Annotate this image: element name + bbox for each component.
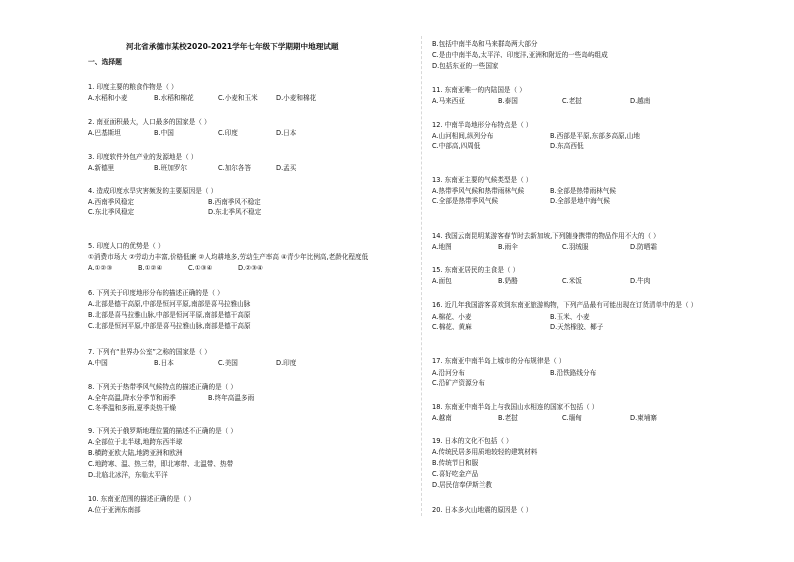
option-b[interactable]: B.西部是平原,东部多高原,山地 [550,132,640,140]
option-a[interactable]: A.北部是德干高原,中部是恒河平原,南部是喜马拉雅山脉 [88,300,251,308]
option-d[interactable]: D.印度 [276,359,297,367]
option-a[interactable]: A.新德里 [88,164,115,172]
option-c[interactable]: C.冬季温和多雨,夏季炎热干燥 [88,404,176,412]
option-a[interactable]: A.全部位于北半球,地跨东西半球 [88,438,183,446]
option-c[interactable]: C.羽绒服 [562,243,589,251]
question-14-stem: 14. 我国云南昆明某游客春节时去新加坡,下列随身携带的物品作用不大的（ ） [432,232,660,240]
option-d[interactable]: D.②③④ [238,264,263,272]
option-c[interactable]: C.老挝 [562,97,582,105]
option-a[interactable]: A.面包 [432,277,452,285]
option-d[interactable]: D.北临北冰洋，东临太平洋 [88,471,168,479]
option-b[interactable]: B.玉米、小麦 [550,313,590,321]
question-13-stem: 13. 东南亚主要的气候类型是（ ） [432,176,533,184]
option-b[interactable]: B.老挝 [498,414,518,422]
question-16-stem: 16. 近几年我国游客喜欢到东南亚旅游购物，下列产品最有可能出现在订货清单中的是（ ） [432,301,698,309]
option-c[interactable]: C.印度 [218,129,238,137]
question-7-stem: 7. 下列有“世界办公室”之称的国家是（ ） [88,348,211,356]
option-a[interactable]: A.地图 [432,243,452,251]
question-11-stem: 11. 东南亚唯一的内陆国是（ ） [432,86,526,94]
option-a[interactable]: A.全年高温,降水分季节和雨季 [88,394,176,402]
question-20-stem: 20. 日本多火山地震的原因是（ ） [432,506,533,514]
option-c[interactable]: C.缅甸 [562,414,582,422]
option-a[interactable]: A.沿河分布 [432,369,465,377]
option-a[interactable]: A.中国 [88,359,108,367]
option-b[interactable]: B.终年高温多雨 [208,394,255,402]
section-heading: 一、选择题 [88,58,122,66]
option-a[interactable]: A.西南季风稳定 [88,198,135,206]
option-d[interactable]: D.日本 [276,129,297,137]
option-d[interactable]: D.小麦和棉花 [276,94,317,102]
option-d[interactable]: D.东高西低 [550,142,584,150]
option-c[interactable]: C.喜好吃金产品 [432,470,479,478]
option-c[interactable]: C.北部是恒河平原,中部是喜马拉雅山脉,南部是德干高原 [88,322,251,330]
question-19-stem: 19. 日本的文化不包括（ ） [432,437,513,445]
option-b[interactable]: B.日本 [154,359,174,367]
option-d[interactable]: D.全部是地中海气候 [550,197,610,205]
option-a[interactable]: A.越南 [432,414,452,422]
option-b[interactable]: B.全部是热带雨林气候 [550,187,616,195]
option-b[interactable]: B.传统节日和服 [432,459,479,467]
question-6-stem: 6. 下列关于印度地形分布的描述正确的是（ ） [88,289,224,297]
question-1-stem: 1. 印度主要的粮食作物是（ ） [88,83,178,91]
option-a[interactable]: A.位于亚洲东南部 [88,506,141,514]
option-d[interactable]: D.孟买 [276,164,297,172]
option-b[interactable]: B.西南季风不稳定 [208,198,261,206]
option-c[interactable]: C.棉花、黄麻 [432,323,472,331]
option-a[interactable]: A.热带季风气候和热带雨林气候 [432,187,525,195]
option-c[interactable]: C.沿矿产资源分布 [432,379,485,387]
option-a[interactable]: A.①②③ [88,264,113,272]
question-5-stem: 5. 印度人口的优势是（ ） [88,242,165,250]
option-c[interactable]: C.中部高,四周低 [432,142,481,150]
option-d[interactable]: D.柬埔寨 [630,414,657,422]
option-b[interactable]: B.水稻和棉花 [154,94,194,102]
option-b[interactable]: B.中国 [154,129,174,137]
option-a[interactable]: A.传统民居多用质地较轻的建筑材料 [432,448,538,456]
option-a[interactable]: A.巴基斯坦 [88,129,121,137]
question-18-stem: 18. 东南亚中南半岛上与我国山水相连的国家不包括（ ） [432,403,599,411]
option-c[interactable]: C.全部是热带季风气候 [432,197,499,205]
option-d[interactable]: D.居民信奉伊斯兰教 [432,481,492,489]
option-a[interactable]: A.马来西亚 [432,97,465,105]
question-10-option-c[interactable]: C.是由中南半岛,太平洋、印度洋,亚洲和附近的一些岛屿组成 [432,51,608,59]
question-4-stem: 4. 造成印度水旱灾害频发的主要原因是（ ） [88,187,218,195]
question-17-stem: 17. 东南亚中南半岛上城市的分布规律是（ ） [432,357,566,365]
option-d[interactable]: D.防晒霜 [630,243,657,251]
option-b[interactable]: B.横跨亚欧大陆,地跨亚洲和欧洲 [88,449,183,457]
option-a[interactable]: A.山河相间,纵列分布 [432,132,494,140]
question-10-stem: 10. 东南亚范围的描述正确的是（ ） [88,495,195,503]
option-d[interactable]: D.天然橡胶、椰子 [550,323,604,331]
exam-title: 河北省承德市某校2020-2021学年七年级下学期期中地理试题 [126,42,339,51]
question-3-stem: 3. 印度软件外包产业的发源地是（ ） [88,153,198,161]
question-9-stem: 9. 下列关于俄罗斯地理位置的描述不正确的是（ ） [88,427,237,435]
question-12-stem: 12. 中南半岛地形分布特点是（ ） [432,121,533,129]
question-8-stem: 8. 下列关于热带季风气候特点的描述正确的是（ ） [88,383,237,391]
option-c[interactable]: C.加尔各答 [218,164,252,172]
column-divider [421,36,422,516]
question-10-option-b[interactable]: B.包括中南半岛和马来群岛两大部分 [432,40,538,48]
option-c[interactable]: C.东北季风稳定 [88,208,135,216]
option-b[interactable]: B.泰国 [498,97,518,105]
option-c[interactable]: C.地跨寒、温、热三带，即北寒带、北温带、热带 [88,460,234,468]
option-d[interactable]: D.牛肉 [630,277,651,285]
option-b[interactable]: B.沿铁路线分布 [550,369,597,377]
option-c[interactable]: C.米饭 [562,277,582,285]
question-10-option-d[interactable]: D.包括东亚的一些国家 [432,62,499,70]
option-d[interactable]: D.越南 [630,97,651,105]
option-b[interactable]: B.奶酪 [498,277,518,285]
question-15-stem: 15. 东南亚居民的主食是（ ） [432,266,520,274]
option-c[interactable]: C.美国 [218,359,238,367]
question-2-stem: 2. 南亚面积最大，人口最多的国家是（ ） [88,118,211,126]
question-5-statements: ①消费市场大 ②劳动力丰富,价格低廉 ②人均耕地多,劳动生产率高 ④青少年比例高,老龄化程度低 [88,253,369,261]
option-a[interactable]: A.棉花、小麦 [432,313,472,321]
option-a[interactable]: A.水稻和小麦 [88,94,128,102]
option-d[interactable]: D.东北季风不稳定 [208,208,262,216]
option-b[interactable]: B.班加罗尔 [154,164,187,172]
option-b[interactable]: B.雨伞 [498,243,518,251]
option-c[interactable]: C.小麦和玉米 [218,94,258,102]
option-b[interactable]: B.北部是喜马拉雅山脉,中部是恒河平原,南部是德干高原 [88,311,251,319]
option-b[interactable]: B.①②④ [138,264,163,272]
option-c[interactable]: C.①③④ [188,264,213,272]
